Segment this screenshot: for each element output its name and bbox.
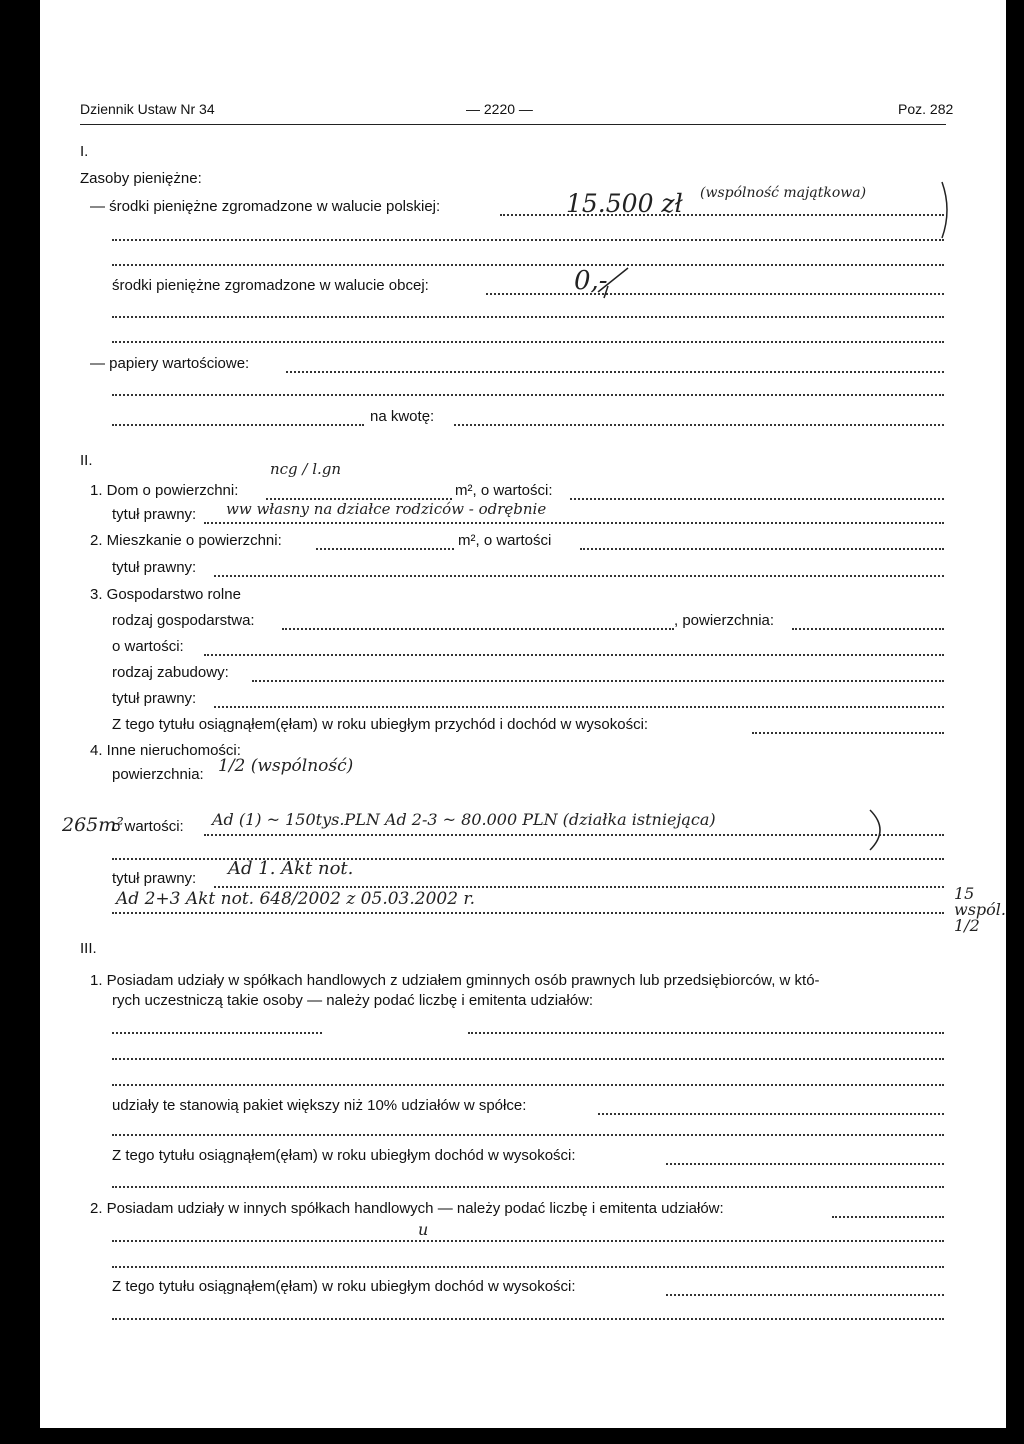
shares-municipal-line-c [112,1058,944,1060]
package-label: udziały te stanowią pakiet większy niż 10% udziałów w spółce: [112,1097,527,1114]
shares-income-2-dotted-line [666,1294,944,1296]
farm-buildings-dotted-line [252,680,944,682]
apartment-value-label: m², o wartości [458,532,552,549]
package-line-2 [112,1134,944,1136]
other-title-label: tytuł prawny: [112,870,197,887]
pln-funds-label: — środki pieniężne zgromadzone w walucie polskiej: [90,198,441,215]
handwritten-bracket-stroke [940,180,954,240]
farm-income-label: Z tego tytułu osiągnąłem(ęłam) w roku ubiegłym przychód i dochód w wysokości: [112,716,649,733]
apartment-title-label: tytuł prawny: [112,559,197,576]
journal-title: Dziennik Ustaw Nr 34 [80,101,215,117]
shares-municipal-line-2: rych uczestniczą takie osoby — należy podać liczbę i emitenta udziałów: [112,992,594,1009]
farm-type-label: rodzaj gospodarstwa: [112,612,255,629]
securities-amount-prefix-dots [112,424,364,426]
page-number: — 2220 — [466,101,533,117]
shares-income-1-line-2 [112,1186,944,1188]
section-1-numeral: I. [80,143,89,160]
other-shares-dotted-line [832,1216,944,1218]
other-area-handwritten: 1/2 (wspólność) [218,756,354,776]
apartment-area-dotted-line [316,548,454,550]
other-value-label: o wartości: [112,818,184,835]
other-property-label: 4. Inne nieruchomości: [90,742,241,759]
pln-funds-note: (wspólność majątkowa) [700,185,867,201]
right-margin-handwritten: 15 wspól. 1/2 [954,884,1006,935]
scan-edge-bottom [0,1428,1024,1444]
other-area-label: powierzchnia: [112,766,204,783]
house-label: 1. Dom o powierzchni: [90,482,239,499]
farm-title-dotted-line [214,706,944,708]
other-title-line-2 [112,912,944,914]
house-title-label: tytuł prawny: [112,506,197,523]
other-title-dotted-line [214,886,944,888]
shares-municipal-line-1: 1. Posiadam udziały w spółkach handlowych z udziałem gminnych osób prawnych lub przedsiębiorców, w któ- [90,972,820,989]
securities-amount-label: na kwotę: [370,408,435,425]
apartment-title-dotted-line [214,575,944,577]
other-title-handwritten-line-2: Ad 2+3 Akt not. 648/2002 z 05.03.2002 r. [116,889,476,909]
other-shares-label: 2. Posiadam udziały w innych spółkach handlowych — należy podać liczbę i emitenta udziałów: [90,1200,724,1217]
house-value-dotted-line [570,498,944,500]
other-value-dotted-line [204,834,944,836]
other-shares-handwritten: u [418,1220,429,1239]
foreign-funds-label: środki pieniężne zgromadzone w walucie obcej: [112,277,429,294]
package-dotted-line [598,1113,944,1115]
left-margin-handwritten: 265m² [62,814,124,836]
securities-dotted-line [286,371,944,373]
pln-funds-line-2 [112,239,944,241]
farm-income-dotted-line [752,732,944,734]
pln-funds-line-3 [112,264,944,266]
farm-area-dotted-line [792,628,944,630]
pln-funds-value: 15.500 zł [566,189,683,218]
house-title-handwritten: ww własny na działce rodziców - odrębnie [226,500,547,518]
handwritten-bracket-stroke-2 [866,808,896,852]
shares-income-1-label: Z tego tytułu osiągnąłem(ęłam) w roku ubiegłym dochód w wysokości: [112,1147,576,1164]
apartment-value-dotted-line [580,548,944,550]
foreign-funds-value: 0,- [574,266,608,296]
foreign-funds-dotted-line [486,293,944,295]
position-number: Poz. 282 [898,101,954,117]
shares-income-2-line-2 [112,1318,944,1320]
farm-title-label: tytuł prawny: [112,690,197,707]
foreign-funds-line-2 [112,316,944,318]
farm-value-label: o wartości: [112,638,184,655]
shares-income-1-dotted-line [666,1163,944,1165]
farm-type-dotted-line [282,628,674,630]
securities-amount-dotted-line [454,424,944,426]
foreign-funds-line-3 [112,341,944,343]
other-value-handwritten: Ad (1) ~ 150tys.PLN Ad 2-3 ~ 80.000 PLN (działka istniejąca) [212,810,716,829]
other-title-handwritten: Ad 1. Akt not. [228,858,354,879]
farm-buildings-label: rodzaj zabudowy: [112,664,229,681]
farm-value-dotted-line [204,654,944,656]
farm-label: 3. Gospodarstwo rolne [90,586,241,603]
other-shares-line-3 [112,1266,944,1268]
shares-income-2-label: Z tego tytułu osiągnąłem(ęłam) w roku ubiegłym dochód w wysokości: [112,1278,576,1295]
house-value-label: m², o wartości: [455,482,553,499]
house-handwritten-above: ncg / l.gn [270,460,342,478]
scan-edge-left [0,0,40,1444]
shares-municipal-line-d [112,1084,944,1086]
house-title-dotted-line [204,522,944,524]
shares-municipal-line-a [112,1032,322,1034]
header-rule [80,124,946,125]
shares-municipal-line-b [468,1032,944,1034]
securities-line-2 [112,394,944,396]
section-1-title: Zasoby pieniężne: [80,170,202,187]
section-2-numeral: II. [80,452,93,469]
other-shares-line-2 [112,1240,944,1242]
section-3-numeral: III. [80,940,97,957]
apartment-label: 2. Mieszkanie o powierzchni: [90,532,282,549]
scan-edge-right [1006,0,1024,1444]
farm-area-label: , powierzchnia: [674,612,775,629]
handwritten-dash-stroke [594,262,634,302]
securities-label: — papiery wartościowe: [90,355,250,372]
